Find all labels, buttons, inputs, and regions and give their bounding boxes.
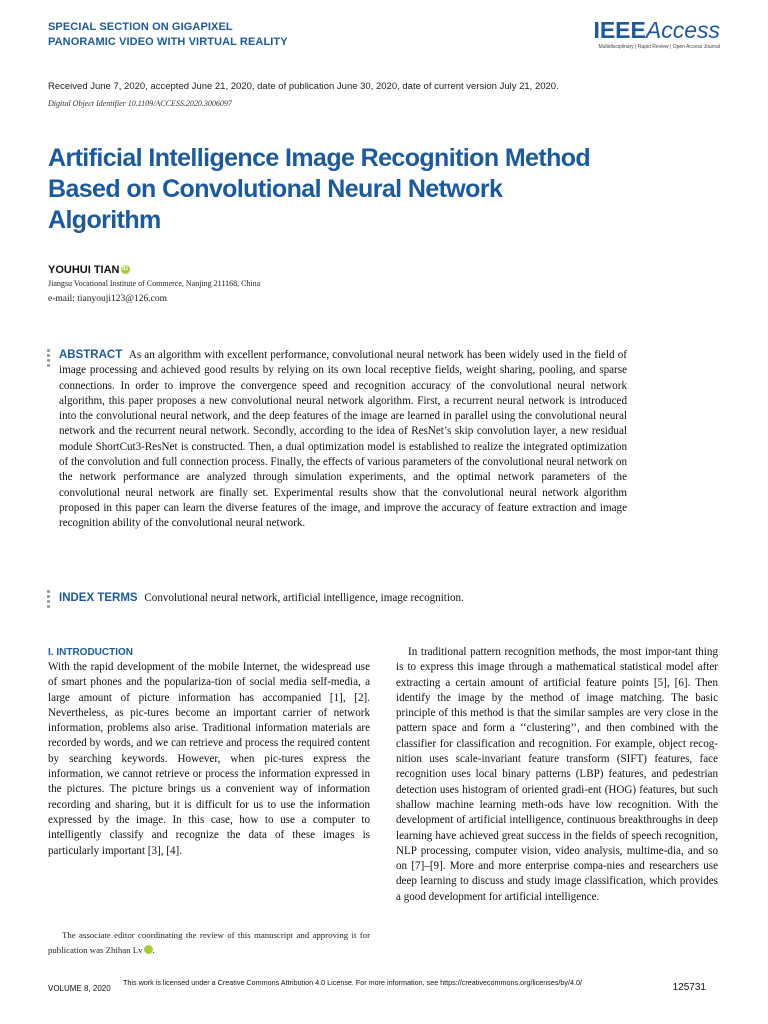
orcid-icon[interactable]: iD [144,945,153,954]
footnote-text: The associate editor coordinating the review of this manuscript and approving it for publication was Zhihan Lv [48,930,370,955]
orcid-icon[interactable]: iD [122,266,128,272]
index-terms [59,591,627,606]
special-section-label [48,20,288,50]
received-dates: Received June 7, 2020, accepted June 21, 2020, date of publication June 30, 2020, date of current version July 21, 2020. [48,81,559,92]
special-section-line-2: PANORAMIC VIDEO WITH VIRTUAL REALITY [48,36,288,48]
footer-volume: VOLUME 8, 2020 [48,984,111,993]
abstract-text: As an algorithm with excellent performance, convolutional neural network has been widely used in the field of image processing and achieved good results by relying on its own local receptive fields, weight sharing, pooling, and sparse connections. In order to improve the convergence speed and recognition accuracy of the convolutional neural network algorithm, this paper proposes a new convolutional neural network algorithm. First, a recurrent neural network is introduced into the convolutional neural network, and the deep features of the image are learned in parallel using the convolutional neural network and the recurrent neural network. Secondly, according to the idea of ResNet’s skip convolution layer, a new residual module ShortCut3-ResNet is constructed. Then, a dual optimization model is established to realize the integrated optimization of the convolution and full connection process. Finally, the effects of various parameters of the convolutional neural network on the network performance are analyzed through simulation experiments, and the optimal network parameters of the convolutional neural network are finally set. Experimental results show that the convolutional neural network algorithm proposed in this paper can learn the diverse features of the image, and improve the accuracy of feature extraction and image recognition ability of the convolutional neural network. [59,349,627,530]
section-heading-introduction: I. INTRODUCTION [48,647,133,658]
doi[interactable]: Digital Object Identifier 10.1109/ACCESS.2020.3006097 [48,99,232,108]
abstract-marker-icon [47,349,51,369]
special-section-line-1: SPECIAL SECTION ON GIGAPIXEL [48,21,233,33]
author-line [48,264,130,276]
author-affiliation: Jiangsu Vocational Institute of Commerce, Nanjing 211168, China [48,279,261,288]
ieee-access-logo [593,18,720,50]
footer-page-number: 125731 [672,982,706,993]
logo-ieee: IEEE [593,17,646,43]
logo-access: Access [645,17,720,43]
author-email[interactable]: e-mail: tianyouji123@126.com [48,294,168,304]
right-column [396,645,718,905]
abstract-label: ABSTRACT [59,349,123,361]
index-terms-text: Convolutional neural network, artificial intelligence, image recognition. [144,592,464,604]
logo-tagline: Multidisciplinary | Rapid Review | Open Access Journal [598,44,720,50]
index-terms-marker-icon [47,590,51,610]
author-name: YOUHUI TIAN [48,264,120,276]
left-column [48,645,370,859]
intro-paragraph-left: With the rapid development of the mobile Internet, the widespread use of smart phones and the populariza-tion of social media self-media, a large amount of picture information has accompanied [1], [2]. Nevertheless, as pic-tures become an important carrier of network information, problems also arise. Traditional information materials are recorded by words, and we can retrieve and process the required content by searching keywords. However, when pic-tures express the information, we cannot retrieve or process the information expressed in the pictures. The picture brings us a convenient way of information recording and sharing, but it is difficult for us to use the information expressed by the image. In this case, how to use a computer to intelligently classify and recognize the data of these images is particularly important [3], [4]. [48,661,370,857]
index-terms-label: INDEX TERMS [59,592,138,604]
footer-license[interactable]: This work is licensed under a Creative Commons Attribution 4.0 License. For more information, see https://creativecommons.org/licenses/by/4.0/ [123,978,583,987]
intro-paragraph-right: In traditional pattern recognition methods, the most impor-tant thing is to express this image through a mathematical statistical model after extracting a certain amount of artificial feature points [5], [6]. Then identify the image by the method of image matching. The basic principle of this method is that the similar samples are very close in the pattern space and form a ‘‘clustering’’, and then combined with the classifier for classification and recognition. For example, object recog-nition uses scale-invariant feature transform (SIFT) features, face recognition uses local binary patterns (LBP) features, and pedestrian detection uses histogram of oriented gradi-ent (HOG) features, but such shallow machine learning meth-ods have low recognition. With the development of artificial intelligence, continuous breakthroughs in deep learning have achieved great success in the fields of speech recognition, NLP processing, computer vision, video analysis, multime-dia, and so on [7]–[9]. More and more enterprise compa-nies and researchers use deep learning to discuss and study image classification, which provides a good development for artificial intelligence. [396,646,718,903]
paper-title: Artificial Intelligence Image Recognition Method Based on Convolutional Neural Network Algorithm [48,144,591,234]
editor-footnote: The associate editor coordinating the review of this manuscript and approving it for publication was Zhihan Lv iD. [48,930,370,955]
abstract [59,348,627,532]
